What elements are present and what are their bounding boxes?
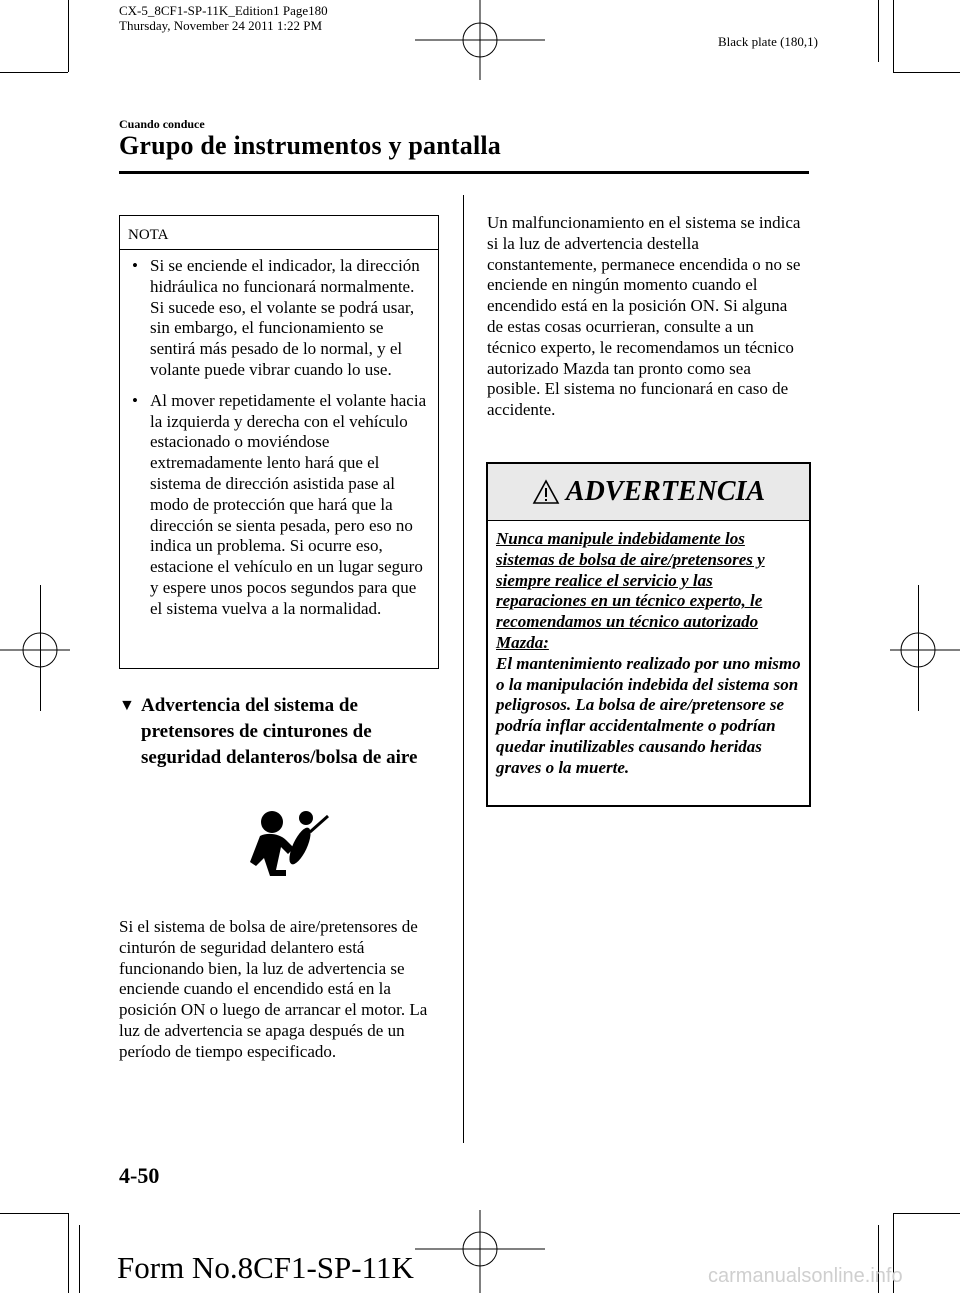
triangle-marker-icon: ▼ — [119, 697, 135, 714]
warning-text: El mantenimiento realizado por uno mismo o la manipulación indebida del sistema son peligrosos. La bolsa de aire/pretensore se podría inflar accidentalmente o podrían quedar inutilizables causando heridas graves o la muerte. — [496, 653, 801, 777]
bullet-icon: • — [132, 390, 138, 410]
section-label: Cuando conduce — [119, 117, 205, 131]
title-rule — [119, 171, 809, 174]
note-list — [120, 250, 438, 620]
warning-triangle-icon — [532, 479, 560, 505]
registration-mark-left — [0, 605, 70, 695]
warning-box — [486, 462, 811, 807]
subheading-text: Advertencia del sistema de pretensores de cinturones de seguridad delanteros/bolsa de aire — [141, 695, 418, 768]
airbag-warning-icon — [250, 810, 330, 880]
note-box — [119, 215, 439, 669]
registration-mark-top — [415, 0, 545, 90]
page-number: 4-50 — [119, 1163, 160, 1188]
note-item — [128, 391, 432, 620]
form-number: Form No.8CF1-SP-11K — [117, 1250, 414, 1285]
header-file-line: CX-5_8CF1-SP-11K_Edition1 Page180 — [119, 3, 328, 18]
registration-mark-right — [890, 605, 960, 695]
note-item — [128, 256, 432, 381]
note-item-text: Al mover repetidamente el volante hacia la izquierda y derecha con el vehículo estacionado o moviéndose extremadamente lento hará que el sistema de dirección asistida pase al modo de protección que hará que la dirección se sienta pesada, pero eso no indica un problema. Si ocurre eso, estacione el vehículo en un lugar seguro y espere unos pocos segundos para que el sistema vuelva a la normalidad. — [150, 390, 427, 618]
subheading — [119, 693, 449, 771]
page-title: Grupo de instrumentos y pantalla — [119, 131, 502, 160]
warning-title: ADVERTENCIA — [565, 476, 766, 507]
right-paragraph: Un malfuncionamiento en el sistema se indica si la luz de advertencia destella constantemente, permanece encendida o no se enciende en ningún momento cuando el encendido está en la posición ON. Si alguna de estas cosas ocurrieran, consulte a un técnico experto, le recomendamos un técnico autorizado Mazda tan pronto como sea posible. El sistema no funcionará en caso de accidente. — [487, 213, 801, 420]
bullet-icon: • — [132, 256, 138, 275]
note-heading: NOTA — [120, 216, 438, 250]
warning-body — [488, 521, 809, 779]
registration-mark-bottom — [415, 1205, 545, 1293]
warning-underlined-text: Nunca manipule indebidamente los sistemas de bolsa de aire/pretensores y siempre realice el servicio y las reparaciones en un técnico experto, le recomendamos un técnico autorizado Mazda: — [496, 529, 765, 652]
left-paragraph: Si el sistema de bolsa de aire/pretensores de cinturón de seguridad delantero está funcionando bien, la luz de advertencia se enciende cuando el encendido está en la posición ON o luego de arrancar el motor. La luz de advertencia se apaga después de un período de tiempo especificado. — [119, 917, 428, 1061]
warning-header — [488, 464, 809, 521]
header-date-line: Thursday, November 24 2011 1:22 PM — [119, 18, 323, 33]
note-item-text: Si se enciende el indicador, la dirección hidráulica no funcionará normalmente. Si sucede eso, el volante se podrá usar, sin embargo, el funcionamiento se sentirá más pesado de lo normal, y el volante puede vibrar cuando lo use. — [150, 256, 420, 379]
plate-label: Black plate (180,1) — [718, 34, 818, 49]
watermark: carmanualsonline.info — [708, 1265, 903, 1287]
print-header — [119, 3, 328, 33]
column-divider — [463, 195, 464, 1143]
